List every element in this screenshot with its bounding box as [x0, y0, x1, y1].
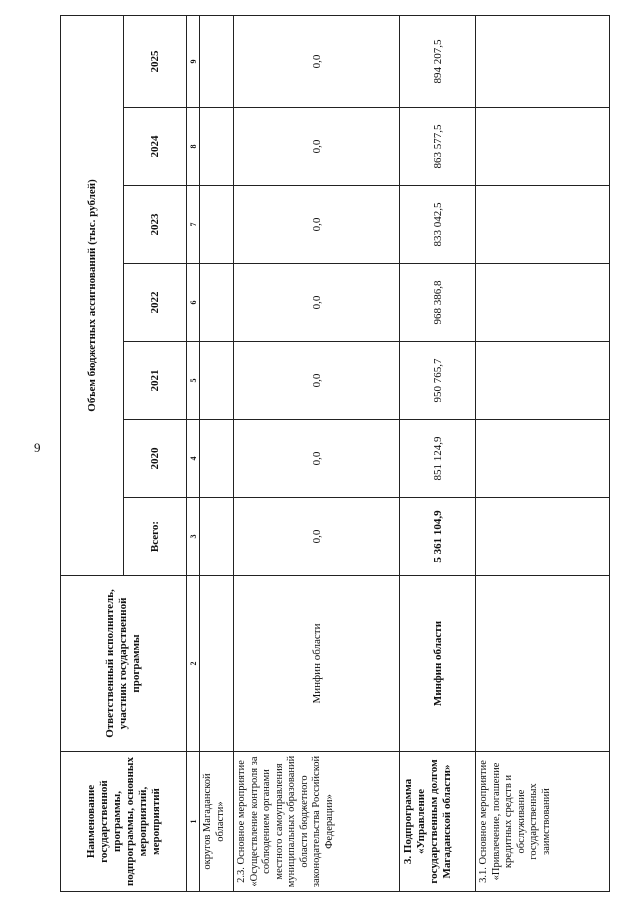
row-value-2022: [476, 264, 610, 342]
row-value-2022: [200, 264, 234, 342]
row-total: 5 361 104,9: [400, 498, 476, 576]
row-value-2020: [476, 420, 610, 498]
header-budget: Объем бюджетных ассигнований (тыс. рублей): [61, 15, 124, 575]
row-value-2021: 950 765,7: [400, 342, 476, 420]
row-value-2023: [200, 186, 234, 264]
row-value-2023: [476, 186, 610, 264]
column-number: 7: [187, 186, 200, 264]
column-number: 3: [187, 498, 200, 576]
table-row: [234, 15, 400, 891]
header-year-2023: 2023: [124, 186, 187, 264]
header-executor: Ответственный исполнитель, участник государственной программы: [61, 576, 187, 752]
row-value-2021: [200, 342, 234, 420]
table-row: [476, 15, 610, 891]
table-row: [200, 15, 234, 891]
row-total: [476, 498, 610, 576]
column-number: 9: [187, 15, 200, 107]
row-executor: Минфин области: [234, 576, 400, 752]
table-row: [400, 15, 476, 891]
column-number: 1: [187, 752, 200, 892]
row-name: 3.1. Основное мероприятие «Привлечение, погашение кредитных средств и обслуживание государственных заимствований: [476, 752, 610, 892]
row-value-2023: 833 042,5: [400, 186, 476, 264]
budget-table: [60, 15, 610, 892]
column-number: 6: [187, 264, 200, 342]
row-value-2022: 968 386,8: [400, 264, 476, 342]
column-number: 4: [187, 420, 200, 498]
row-value-2023: 0,0: [234, 186, 400, 264]
row-value-2020: [200, 420, 234, 498]
row-value-2024: [200, 108, 234, 186]
header-year-2024: 2024: [124, 108, 187, 186]
row-value-2020: 0,0: [234, 420, 400, 498]
header-year-2021: 2021: [124, 342, 187, 420]
header-year-2022: 2022: [124, 264, 187, 342]
row-value-2024: 863 577,5: [400, 108, 476, 186]
row-name: округов Магаданской области»: [200, 752, 234, 892]
column-number: 8: [187, 108, 200, 186]
row-total: 0,0: [234, 498, 400, 576]
row-value-2025: [200, 15, 234, 107]
row-value-2021: 0,0: [234, 342, 400, 420]
row-value-2024: 0,0: [234, 108, 400, 186]
page-number: 9: [34, 440, 41, 455]
row-value-2021: [476, 342, 610, 420]
header-year-2025: 2025: [124, 15, 187, 107]
rotated-table-container: [60, 16, 608, 892]
column-number: 2: [187, 576, 200, 752]
row-value-2024: [476, 108, 610, 186]
header-name: Наименование государственной программы, подпрограммы, основных мероприятий, мероприятий: [61, 752, 187, 892]
row-value-2025: 894 207,5: [400, 15, 476, 107]
row-value-2025: 0,0: [234, 15, 400, 107]
row-value-2025: [476, 15, 610, 107]
header-total: Всего:: [124, 498, 187, 576]
column-number: 5: [187, 342, 200, 420]
row-executor: [476, 576, 610, 752]
row-executor: [200, 576, 234, 752]
header-year-2020: 2020: [124, 420, 187, 498]
row-value-2020: 851 124,9: [400, 420, 476, 498]
row-name: 3. Подпрограмма «Управление государственным долгом Магаданской области»: [400, 752, 476, 892]
row-total: [200, 498, 234, 576]
row-name: 2.3. Основное мероприятие «Осуществление контроля за соблюдением органами местного самоуправления муниципальных образований области бюджетного законодательства Российской Федерации»: [234, 752, 400, 892]
row-executor: Минфин области: [400, 576, 476, 752]
row-value-2022: 0,0: [234, 264, 400, 342]
